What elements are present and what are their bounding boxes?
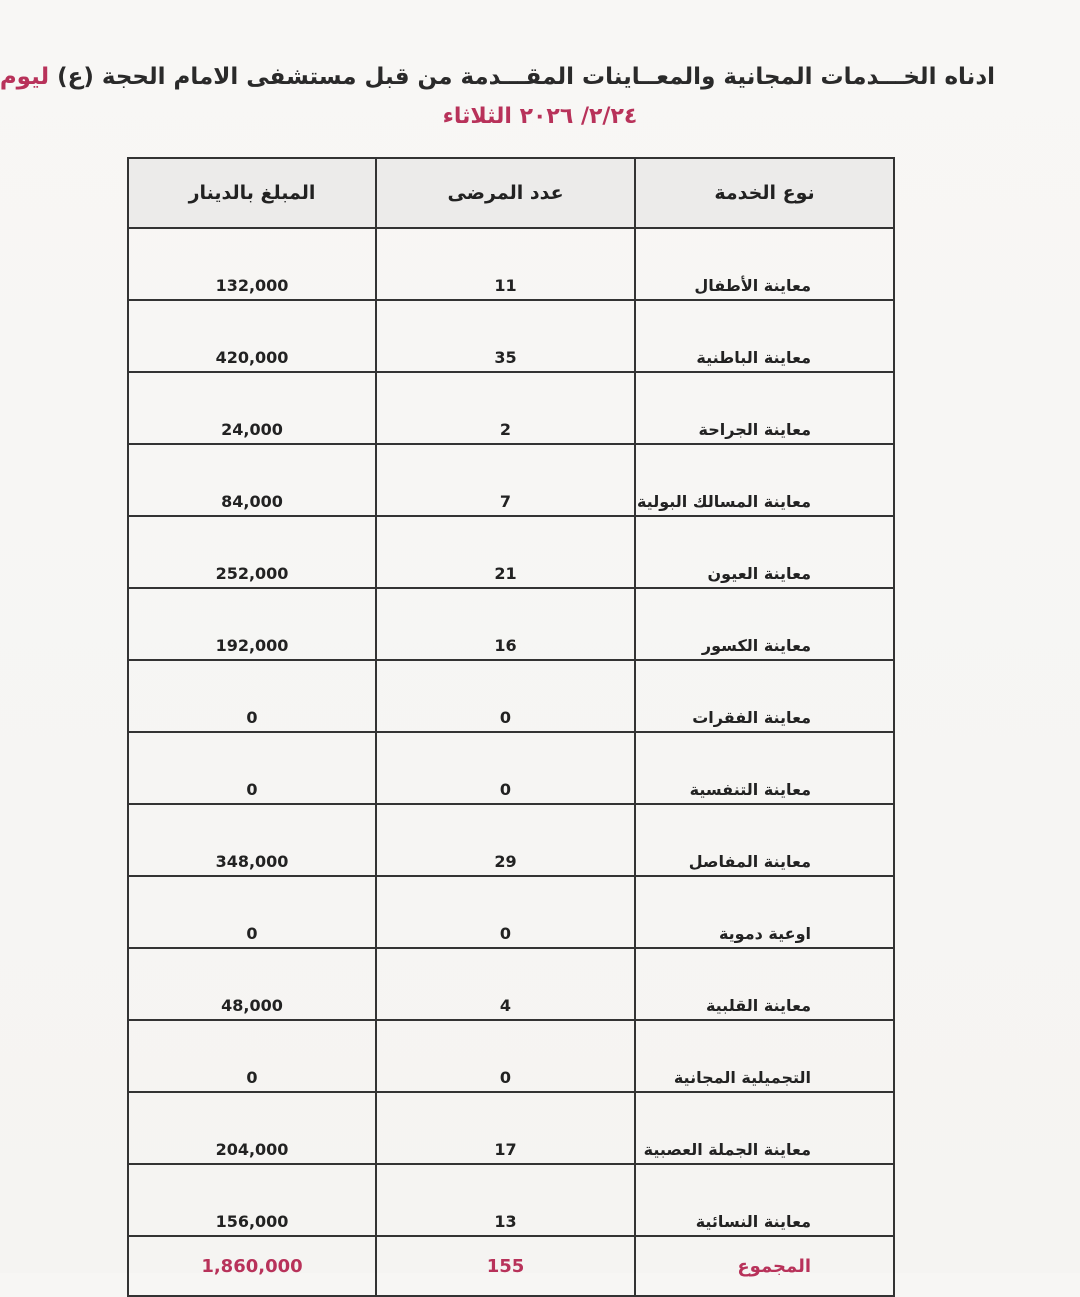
amount-cell: 0	[128, 1020, 376, 1092]
patients-cell: 0	[376, 876, 635, 948]
table-row	[128, 660, 894, 732]
column-header-service: نوع الخدمة	[635, 158, 894, 228]
table-row	[128, 300, 894, 372]
document-date: ٢/٢٤/ ٢٠٢٦ الثلاثاء	[442, 104, 638, 129]
title-main-text: ادناه الخـــدمات المجانية والمعــاينات المقـــدمة من قبل مستشفى الامام الحجة (ع)	[49, 64, 995, 90]
table-row	[128, 804, 894, 876]
services-table	[127, 157, 895, 1297]
patients-cell: 21	[376, 516, 635, 588]
amount-cell: 0	[128, 660, 376, 732]
patients-cell: 4	[376, 948, 635, 1020]
table-row	[128, 516, 894, 588]
table-row	[128, 876, 894, 948]
table-row	[128, 228, 894, 300]
table-row	[128, 1164, 894, 1236]
amount-cell: 420,000	[128, 300, 376, 372]
amount-cell: 0	[128, 876, 376, 948]
title-accent-text: ليوم	[0, 64, 50, 90]
total-amount: 1,860,000	[128, 1236, 376, 1296]
service-cell: معاينة القلبية	[635, 948, 894, 1020]
amount-cell: 84,000	[128, 444, 376, 516]
amount-cell: 0	[128, 732, 376, 804]
service-cell: معاينة النسائية	[635, 1164, 894, 1236]
service-cell: معاينة الكسور	[635, 588, 894, 660]
table-header-row	[128, 158, 894, 228]
amount-cell: 48,000	[128, 948, 376, 1020]
patients-cell: 13	[376, 1164, 635, 1236]
service-cell: معاينة التنفسية	[635, 732, 894, 804]
total-patients: 155	[376, 1236, 635, 1296]
service-cell: معاينة العيون	[635, 516, 894, 588]
table-row	[128, 1092, 894, 1164]
table-row	[128, 732, 894, 804]
patients-cell: 11	[376, 228, 635, 300]
total-row	[128, 1236, 894, 1296]
table-body	[128, 228, 894, 1296]
service-cell: معاينة الجملة العصبية	[635, 1092, 894, 1164]
patients-cell: 0	[376, 732, 635, 804]
amount-cell: 24,000	[128, 372, 376, 444]
patients-cell: 16	[376, 588, 635, 660]
patients-cell: 0	[376, 1020, 635, 1092]
service-cell: معاينة الباطنية	[635, 300, 894, 372]
amount-cell: 192,000	[128, 588, 376, 660]
column-header-patients: عدد المرضى	[376, 158, 635, 228]
service-cell: معاينة الجراحة	[635, 372, 894, 444]
table-row	[128, 948, 894, 1020]
table-row	[128, 444, 894, 516]
amount-cell: 252,000	[128, 516, 376, 588]
service-cell: معاينة المسالك البولية	[635, 444, 894, 516]
patients-cell: 35	[376, 300, 635, 372]
patients-cell: 17	[376, 1092, 635, 1164]
amount-cell: 204,000	[128, 1092, 376, 1164]
service-cell: معاينة الفقرات	[635, 660, 894, 732]
service-cell: معاينة الأطفال	[635, 228, 894, 300]
service-cell: التجميلية المجانية	[635, 1020, 894, 1092]
patients-cell: 29	[376, 804, 635, 876]
amount-cell: 156,000	[128, 1164, 376, 1236]
table-row	[128, 372, 894, 444]
service-cell: اوعية دموية	[635, 876, 894, 948]
patients-cell: 2	[376, 372, 635, 444]
total-label: المجموع	[635, 1236, 894, 1296]
amount-cell: 348,000	[128, 804, 376, 876]
amount-cell: 132,000	[128, 228, 376, 300]
column-header-amount: المبلغ بالدينار	[128, 158, 376, 228]
document-title	[0, 64, 995, 90]
patients-cell: 0	[376, 660, 635, 732]
table-row	[128, 588, 894, 660]
patients-cell: 7	[376, 444, 635, 516]
table-row	[128, 1020, 894, 1092]
service-cell: معاينة المفاصل	[635, 804, 894, 876]
